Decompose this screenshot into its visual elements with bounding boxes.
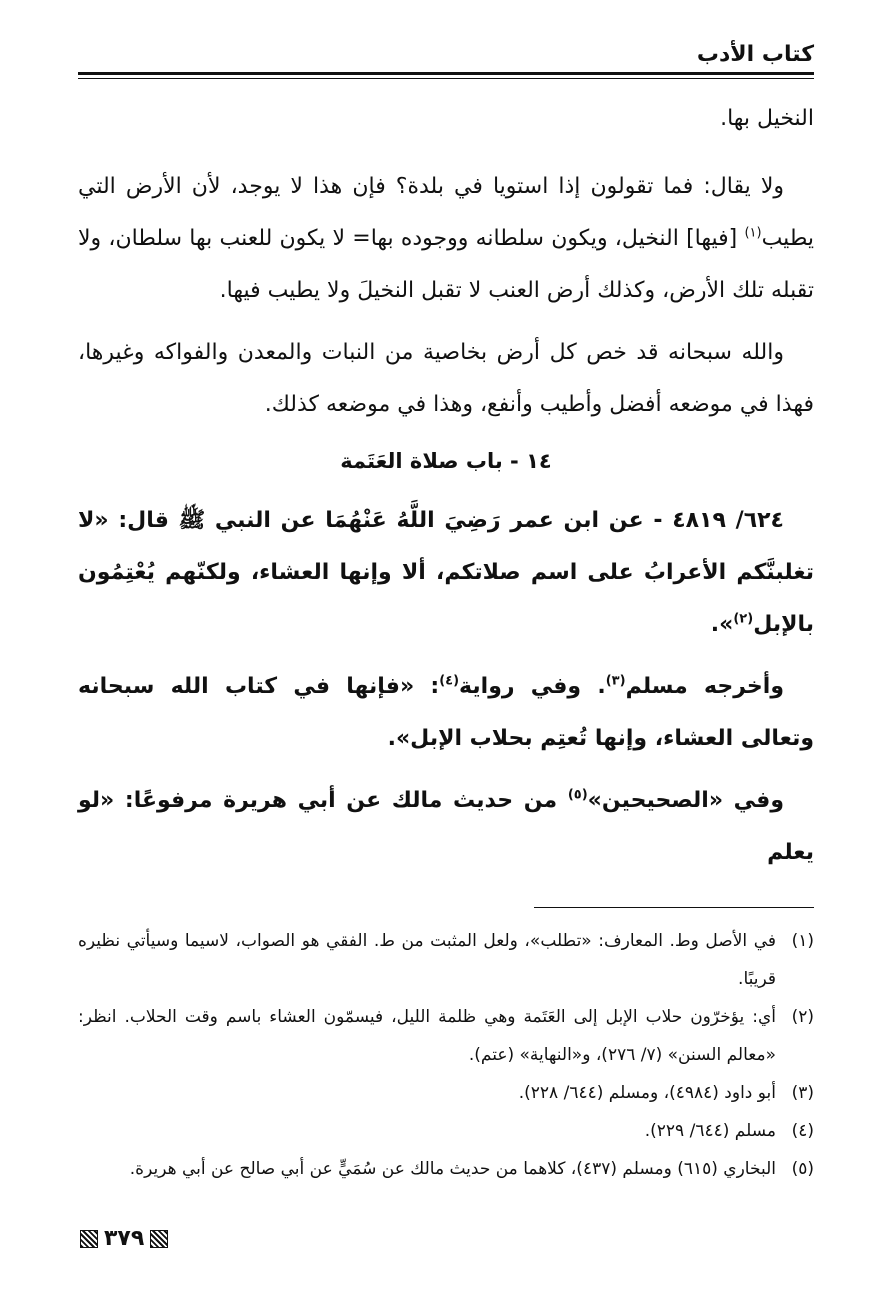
footnote-item: [78, 1074, 814, 1112]
footnote-text: مسلم (٦٤٤/ ٢٢٩).: [644, 1121, 776, 1141]
paragraph-1-text: النخيل بها.: [720, 106, 814, 131]
footnote-text: في الأصل وط. المعارف: «تطلب»، ولعل المثبت من ط. الفقي هو الصواب، لاسيما وسيأتي نظيره قريبًا.: [78, 931, 776, 989]
footnote-text: البخاري (٦١٥) ومسلم (٤٣٧)، كلاهما من حديث مالك عن سُمَيٍّ عن أبي صالح عن أبي هريرة.: [129, 1159, 776, 1179]
running-header-title: كتاب الأدب: [696, 42, 814, 67]
paragraph-5-text-c: : «فإنها في كتاب الله سبحانه وتعالى العشاء، وإنها تُعتِم بحلاب الإبل».: [78, 674, 814, 751]
paragraph-2: [78, 161, 814, 317]
page-number-text: ٣٧٩: [104, 1226, 145, 1251]
footnote-separator: [534, 907, 814, 908]
footnote-ref-1[interactable]: (١): [744, 225, 762, 241]
paragraph-5-text-b: . وفي رواية: [459, 674, 606, 699]
header-rule-thick: [78, 72, 814, 75]
hadith-text-a: ٦٢٤/ ٤٨١٩ - عن ابن عمر رَضِيَ اللَّهُ عَنْهُمَا عن النبي ﷺ قال: «لا تغلبنَّكم الأعرابُ على اسم صلاتكم، ألا وإنها العشاء، ولكنّهم يُعْتِمُون بالإبل: [78, 508, 814, 637]
footnote-item: [78, 1112, 814, 1150]
footnote-number: (١): [791, 931, 814, 951]
footnote-item: [78, 1150, 814, 1188]
footnote-ref-4[interactable]: (٤): [439, 673, 460, 689]
page-number: [80, 1226, 168, 1251]
paragraph-5: [78, 661, 814, 765]
paragraph-6-text-a: وفي «الصحيحين»: [587, 788, 784, 813]
paragraph-2-text-a: ولا يقال: فما تقولون إذا استويا في بلدة؟ فإن هذا لا يوجد، لأن الأرض التي يطيب: [78, 174, 814, 251]
paragraph-6: [78, 775, 814, 879]
ornament-icon: [150, 1230, 168, 1248]
footnote-number: (٢): [791, 1007, 814, 1027]
book-page: [78, 40, 814, 1188]
footnote-number: (٤): [791, 1121, 814, 1141]
header-rule-thin: [78, 78, 814, 79]
footnote-number: (٥): [791, 1159, 814, 1179]
paragraph-1: [78, 93, 814, 145]
footnote-ref-2[interactable]: (٢): [733, 611, 754, 627]
paragraph-3: [78, 327, 814, 431]
footnote-text: أي: يؤخرّون حلاب الإبل إلى العَتَمة وهي ظلمة الليل، فيسمّون العشاء باسم وقت الحلاب. انظر: «معالم السنن» (٧/ ٢٧٦)، و«النهاية» (عتم).: [78, 1007, 776, 1065]
hadith-text-b: ».: [710, 612, 734, 637]
paragraph-5-text-a: وأخرجه مسلم: [625, 674, 784, 699]
footnotes: [78, 922, 814, 1188]
main-text: [78, 93, 814, 879]
hadith-paragraph: [78, 495, 814, 651]
footnote-text: أبو داود (٤٩٨٤)، ومسلم (٦٤٤/ ٢٢٨).: [518, 1083, 776, 1103]
chapter-heading: ١٤ - باب صلاة العَتَمة: [340, 449, 552, 473]
paragraph-3-text: والله سبحانه قد خص كل أرض بخاصية من النبات والمعدن والفواكه وغيرها، فهذا في موضعه أفضل وأطيب وأنفع، وهذا في موضعه كذلك.: [78, 340, 814, 417]
footnote-item: [78, 922, 814, 998]
paragraph-6-text-b: من حديث مالك عن أبي هريرة مرفوعًا: «لو يعلم: [78, 788, 814, 865]
ornament-icon: [80, 1230, 98, 1248]
footnote-ref-3[interactable]: (٣): [605, 673, 626, 689]
footnote-item: [78, 998, 814, 1074]
footnote-number: (٣): [791, 1083, 814, 1103]
paragraph-2-text-b: [فيها] النخيل، ويكون سلطانه ووجوده بها= لا يكون للعنب بها سلطان، ولا تقبله تلك الأرض، وكذلك أرض العنب لا تقبل النخيلَ ولا يطيب فيها.: [78, 226, 814, 303]
footnote-ref-5[interactable]: (٥): [567, 787, 588, 803]
